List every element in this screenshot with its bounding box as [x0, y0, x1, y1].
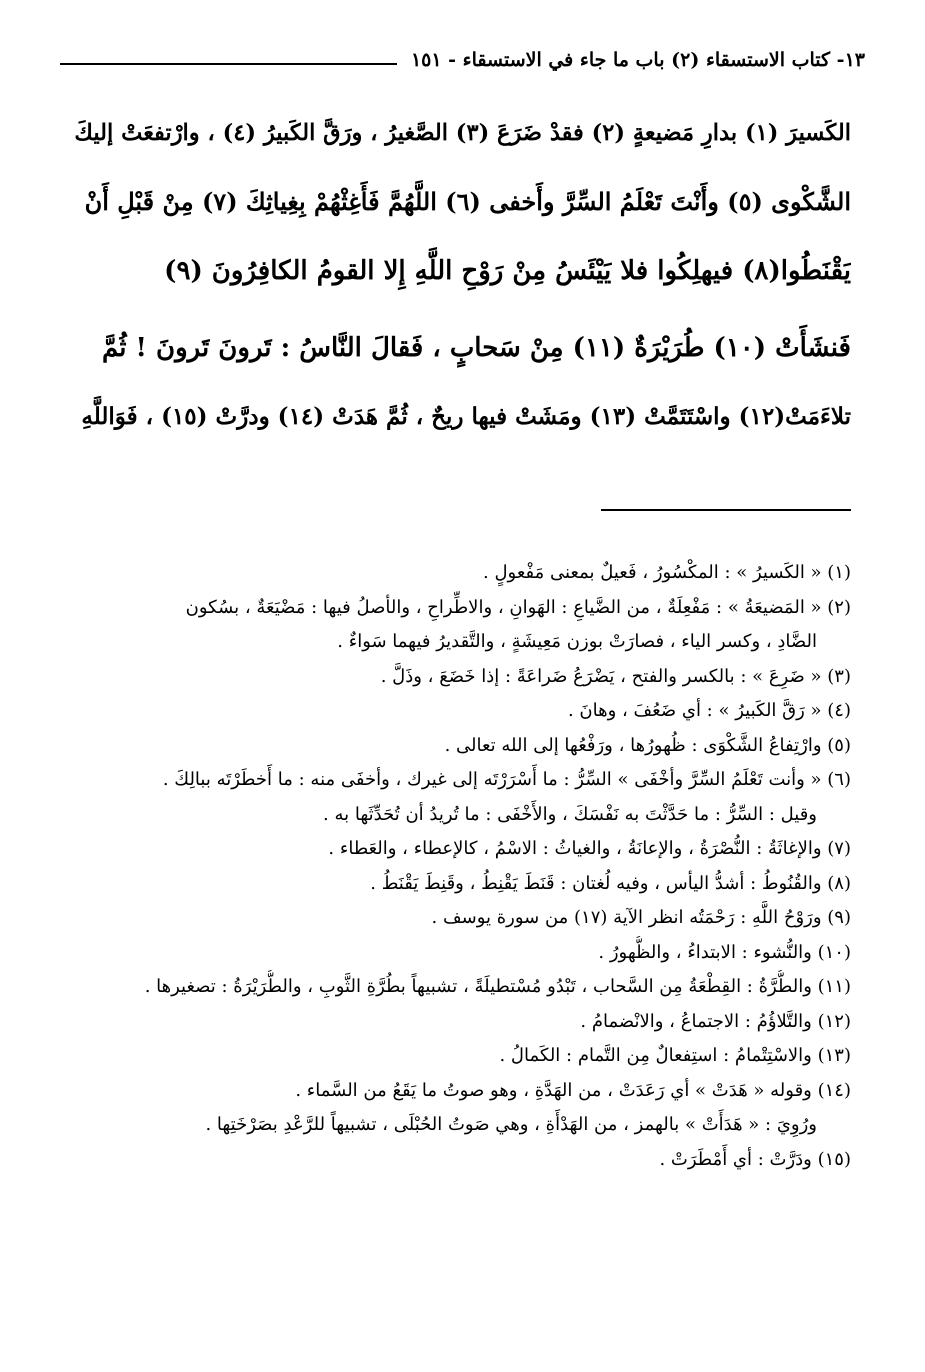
footnote-13: (١٣) والاسْتِتْمامُ : استِفعالٌ مِن التَّمام : الكَمالُ . [499, 1045, 851, 1066]
footnote-15: (١٥) ودَرَّتْ : أي أَمْطَرَتْ . [659, 1148, 851, 1170]
footnote-3: (٣) « ضَرِعَ » : بالكسر والفتح ، يَضْرَعُ ضَراعَةً : إذا خَضَعَ ، وذَلَّ . [380, 665, 851, 687]
footnote-2: (٢) « المَضيعَةُ » : مَفْعِلَةٌ ، من الضَّياعِ : الهَوانِ ، والاطِّراحِ ، والأصلُ فيها : مَضْيَعَةٌ ، بسُكون [185, 596, 851, 618]
running-head: ١٣- كتاب الاستسقاء (٢) باب ما جاء في الاستسقاء - ١٥١ [410, 49, 865, 71]
footnote-separator [601, 509, 851, 511]
footnote-7: (٧) والإغاثَةُ : النُّصْرَةُ ، والإعانَةُ ، والغياثُ : الاسْمُ ، كالإعطاء ، والعَطاء . [328, 838, 851, 859]
footnote-4: (٤) « رَقَّ الكَبيرُ » : أي ضَعُفَ ، وهانَ . [567, 700, 851, 721]
footnote-14-continued: ورُوِيَ : « هَدَأَتْ » بالهمز ، من الهَدْأَةِ ، وهي صَوتُ الحُبْلَى ، تشبيهاً للرَّعْدِ بصَرْخَتِها . [205, 1114, 817, 1135]
footnote-1: (١) « الكَسيرُ » : المكْسُورُ ، فَعيلٌ بمعنى مَفْعولٍ . [483, 562, 851, 583]
footnote-12: (١٢) والتَّلاؤُمُ : الاجتماعُ ، والانْضمامُ . [580, 1010, 851, 1032]
footnote-8: (٨) والقُنُوطُ : أشدُّ اليأس ، وفيه لُغتان : قَنَطَ يَقْنِطُ ، وقَنِطَ يَقْنَطُ . [370, 872, 851, 894]
header-rule [60, 63, 397, 65]
page-header [60, 40, 865, 80]
main-line: الكَسيرَ (١) بدارِ مَضيعةٍ (٢) فقدْ ضَرَعَ (٣) الصَّغيرُ ، ورَقَّ الكَبيرُ (٤) ، وارْتفعَتْ إليكَ [74, 120, 851, 146]
footnote-9: (٩) ورَوْحُ اللَّهِ : رَحْمَتُه انظر الآية (١٧) من سورة يوسف . [431, 907, 851, 928]
footnote-6: (٦) « وأنت تَعْلَمُ السِّرَّ وأخْفَى » السِّرُّ : ما أَسْرَرْتَه إلى غيرك ، وأخفَى منه : ما أَخطَرْتَه ببالِكَ . [162, 769, 851, 790]
main-line: يَقْنَطُوا(٨) فيهلِكُوا فلا يَيْئَسُ مِنْ رَوْحِ اللَّهِ إِلا القومُ الكافِرُونَ (٩) [164, 256, 851, 286]
footnote-6-continued: وقيل : السِّرُّ : ما حَدَّثْتَ به نَفْسَكَ ، والأَخْفَى : ما تُريدُ أن تُحَدِّثَها به . [323, 803, 817, 825]
footnote-11: (١١) والطُّرَّةُ : القِطْعَةُ مِن السَّحاب ، تَبْدُو مُسْتطيلَةً ، تشبيهاً بطُرَّةِ الثَّوبِ ، والطُّرَيْرَةُ : تصغيرها . [144, 976, 851, 997]
main-text [74, 108, 851, 461]
footnotes [60, 556, 851, 1177]
footnote-10: (١٠) والنُّشوء : الابتداءُ ، والظُّهورُ . [598, 941, 851, 963]
footnote-2-continued: الضَّادِ ، وكسر الياء ، فصارَتْ بوزن مَعِيشَةٍ ، والتَّقديرُ فيهما سَواءٌ . [337, 631, 817, 652]
main-line: فَنشَأَتْ (١٠) طُرَيْرَةٌ (١١) مِنْ سَحابٍ ، فَقالَ النَّاسُ : تَرونَ تَرونَ ! ثُمَّ [101, 333, 851, 363]
footnote-14: (١٤) وقوله « هَدَتْ » أي رَعَدَتْ ، من الهَدَّةِ ، وهو صوتُ ما يَقَعُ من السَّماء . [295, 1079, 851, 1101]
main-line: تلاءَمَتْ(١٢) واسْتَتَمَّتْ (١٣) ومَشَتْ فيها ريحٌ ، ثُمَّ هَدَتْ (١٤) ودرَّتْ (١٥) ، فَوَاللَّهِ [81, 403, 851, 430]
footnote-5: (٥) وارْتِفاعُ الشَّكْوَى : ظُهورُها ، ورَفْعُها إلى الله تعالى . [444, 734, 851, 756]
main-line: الشَّكْوى (٥) وأَنْتَ تَعْلَمُ السِّرَّ وأَخفى (٦) اللَّهُمَّ فَأَغِثْهُمْ بِغِياثِكَ (٧) مِنْ قَبْلِ أَنْ [84, 187, 851, 216]
